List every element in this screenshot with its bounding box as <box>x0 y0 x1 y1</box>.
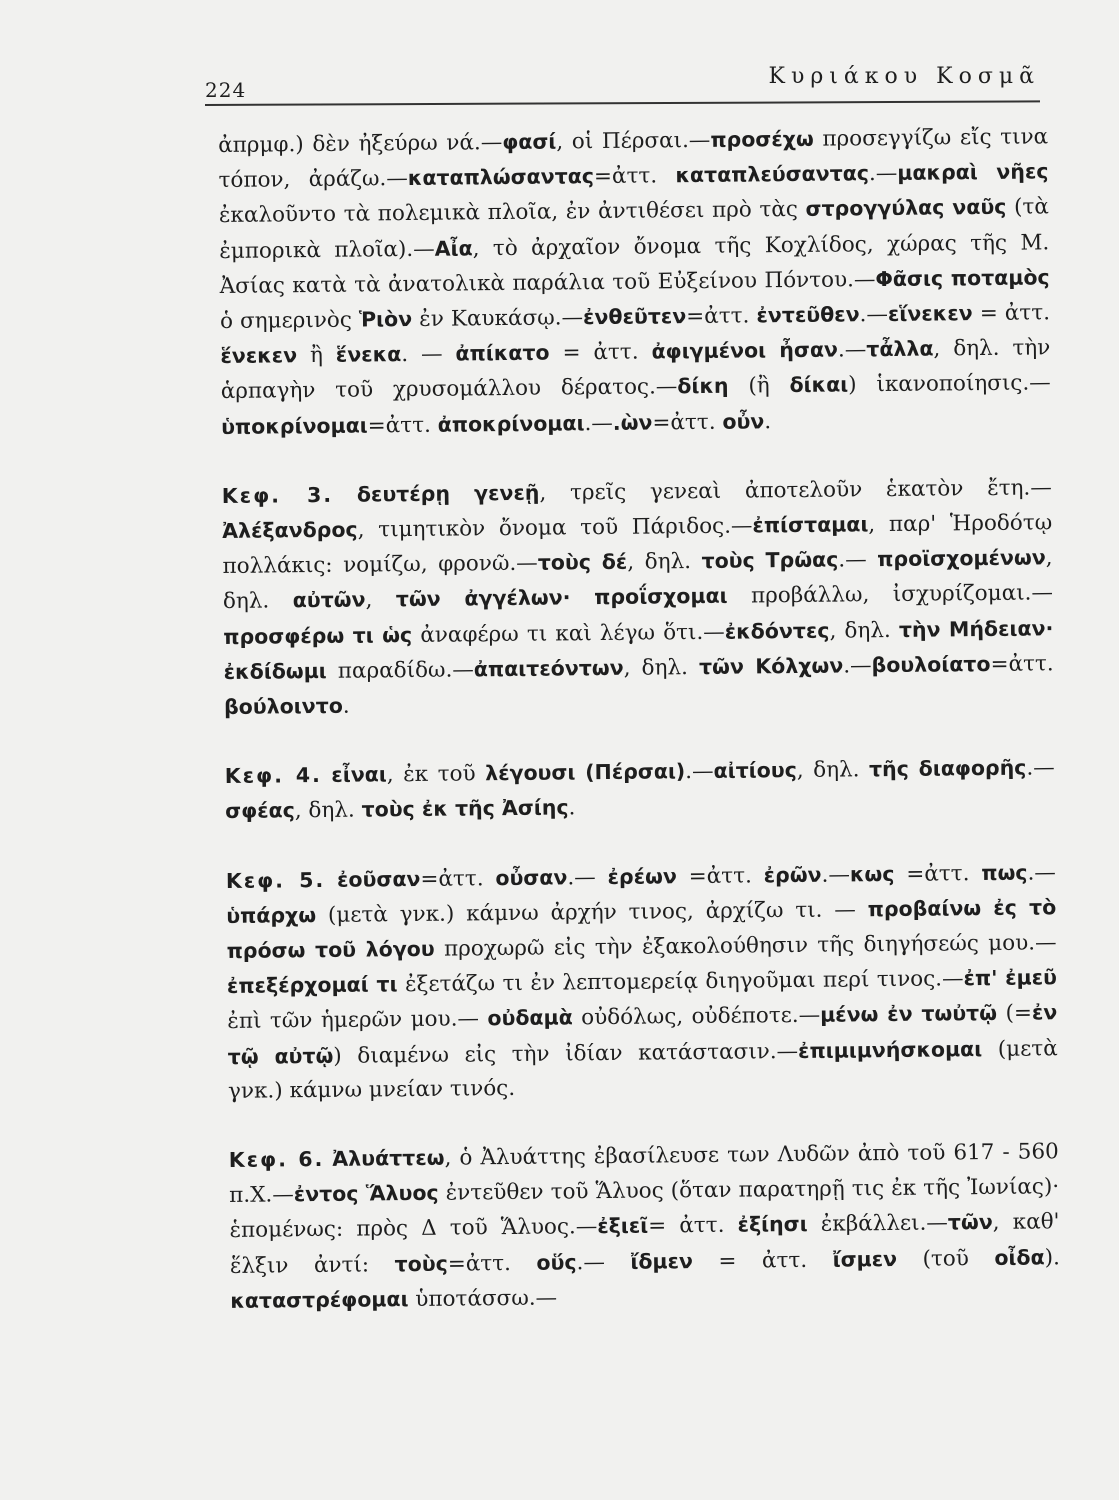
lemma: προϊσχομένων <box>877 545 1046 572</box>
gloss-text: =ἀττ. <box>990 651 1054 677</box>
lemma: τοὺς δέ <box>537 549 628 575</box>
lemma: οἶδα <box>994 1245 1045 1270</box>
lemma: καταστρέφομαι <box>230 1286 409 1313</box>
gloss-text: . — <box>401 341 456 368</box>
lemma: οὐδαμὰ <box>487 1005 573 1031</box>
gloss-text: .— <box>821 862 851 888</box>
lemma: ἀπαιτεόντων <box>473 655 624 682</box>
gloss-text: , τὸ ἀρχαῖον ὄνομα τῆς Κοχλίδος, χώρας τῆς Μ. Ἀσίας κατὰ τὰ ἀνατολικὰ παράλια τοῦ Εὐξείνου Πόντου.— <box>219 229 1050 299</box>
lemma: ἴσμεν <box>832 1246 898 1272</box>
chapter-label: Κεφ. 4. <box>224 763 322 789</box>
gloss-text: ). <box>1044 1244 1061 1271</box>
gloss-text: ) ἱκανοποίησις.— <box>848 370 1051 398</box>
gloss-text: .— <box>859 302 889 328</box>
lemma: φασί <box>502 129 557 155</box>
lemma: τἆλλα <box>866 336 934 362</box>
gloss-text: = ἀττ. <box>549 339 652 366</box>
gloss-text: , ὁ Ἀλυάττης ἐβασίλευσε των Λυδῶν ἀπὸ τοῦ 617 - 560 π.Χ.— <box>229 1139 1059 1209</box>
gloss-text: .— <box>837 337 867 363</box>
lemma: αἰτίους <box>713 758 797 784</box>
gloss-text: (= <box>996 1000 1033 1027</box>
lemma: ὑπάρχω <box>226 902 317 928</box>
lemma: ἐπ' ἐμεῦ <box>963 965 1058 991</box>
gloss-text: ἐκβάλλει.— <box>807 1210 949 1238</box>
lemma: εἵνεκεν <box>887 301 973 327</box>
gloss-text: παραδίδω.— <box>326 657 474 684</box>
gloss-text: =ἀττ. <box>593 163 676 190</box>
page-header <box>205 62 1040 102</box>
lemma: ἐνθεῦτεν <box>582 304 687 330</box>
gloss-text: .— <box>1026 755 1055 781</box>
lemma: τοὺς Τρῶας <box>701 547 839 574</box>
lemma: δευτέρῃ γενεῇ <box>356 480 540 507</box>
body-text <box>218 119 1060 1319</box>
gloss-text: ἐντεῦθεν τοῦ Ἅλυος (ὅταν παρατηρῇ τις ἐκ τῆς Ἰωνίας)· ἑπομένως: πρὸς Δ τοῦ Ἅλυος.— <box>229 1174 1060 1244</box>
lemma: προβαίνω ἐς τὸ πρόσω τοῦ λόγου <box>226 895 1057 964</box>
lemma: λέγουσι (Πέρσαι) <box>485 759 686 786</box>
lemma: οὖν <box>722 408 765 434</box>
lemma: οὕς <box>536 1249 577 1275</box>
gloss-text: , καθ' ἕλξιν ἀντί: <box>229 1209 1060 1279</box>
paragraph-commentary-intro <box>218 119 1051 445</box>
gloss-text: ὁ σημερινὸς <box>219 307 360 335</box>
lemma: σφέας <box>225 798 295 824</box>
lemma: ἐντεῦθεν <box>756 302 860 328</box>
gloss-text: ) διαμένω εἰς τὴν ἰδίαν κατάστασιν.— <box>333 1038 799 1069</box>
gloss-text: .— <box>868 161 898 187</box>
lemma: τοὺς <box>394 1251 448 1276</box>
lemma: προσέχω <box>710 126 814 152</box>
lemma: ἐπίσταμαι <box>752 512 869 538</box>
lemma: ἀπίκατο <box>455 340 550 366</box>
lemma: ἐπιμιμνήσκομαι <box>797 1036 983 1063</box>
lemma: μακραὶ νῆες <box>897 159 1049 186</box>
gloss-text <box>322 763 332 788</box>
chapter-label: Κεφ. 6. <box>228 1147 325 1173</box>
paragraph-chapter-3 <box>222 470 1055 725</box>
lemma: κως <box>849 861 895 887</box>
gloss-text: , οἱ Πέρσαι.— <box>556 127 711 155</box>
lemma: τῶν ἀγγέλων· προΐσχομαι <box>395 584 728 612</box>
lemma: ἐρέων <box>607 863 677 889</box>
lemma: τῶν <box>947 1210 993 1235</box>
lemma: ἕνεκεν <box>220 343 298 369</box>
lemma: τῆς διαφορῆς <box>868 755 1027 782</box>
gloss-text: προβάλλω, ἰσχυρίζομαι.— <box>727 580 1054 610</box>
gloss-text: =ἀττ. <box>652 409 723 436</box>
lemma: Ἀλυάττεω <box>332 1145 445 1171</box>
lemma: ὑποκρίνομαι <box>221 413 368 439</box>
gloss-text <box>324 1147 332 1172</box>
gloss-text: . <box>764 408 772 434</box>
running-head: Κυριάκου Κοσμᾶ <box>768 64 1040 89</box>
lemma: ἐξίησι <box>737 1212 808 1238</box>
lemma: βουλοίατο <box>871 651 991 678</box>
lemma: δίκαι <box>789 372 849 398</box>
gloss-text: , παρ' Ἡροδότῳ πολλάκις: νομίζω, φρονῶ.— <box>222 510 1053 580</box>
lemma: ἐκδόντες <box>724 618 830 644</box>
gloss-text: = ἀττ. <box>692 1247 833 1274</box>
gloss-text: (μετὰ γνκ.) κάμνω ἀρχήν τινος, ἀρχίζω τι. — <box>315 897 868 928</box>
lemma: Αἶα <box>434 235 473 261</box>
gloss-text: , δηλ. <box>294 797 362 824</box>
gloss-text: ἐκαλοῦντο τὰ πολεμικὰ πλοῖα, ἐν ἀντιθέσει πρὸ τὰς <box>218 197 806 229</box>
header-rule <box>205 100 1040 106</box>
gloss-text: , δηλ. τὴν ἁρπαγὴν τοῦ χρυσομάλλου δέρατος.— <box>220 335 1051 405</box>
lemma: Ἀλέξανδρος <box>222 517 358 544</box>
lemma: οὖσαν <box>495 865 568 890</box>
lemma: εἶναι <box>331 762 387 788</box>
gloss-text: =ἀττ. <box>367 412 438 439</box>
lemma: .ὼν <box>612 410 653 435</box>
gloss-text: προσεγγίζω εἴς τινα τόπον, ἀράζω.— <box>218 124 1049 194</box>
lemma: τοὺς ἐκ τῆς Ἀσίης <box>361 795 569 822</box>
paragraph-chapter-4 <box>225 751 1056 830</box>
lemma: καταπλώσαντας <box>407 164 595 191</box>
lemma: τῶν Κόλχων <box>698 653 844 679</box>
gloss-text: , τρεῖς γενεαὶ ἀποτελοῦν ἑκατὸν ἔτη.— <box>539 475 1052 506</box>
gloss-text: (μετὰ γνκ.) κάμνω μνείαν τινός. <box>227 1035 1058 1104</box>
gloss-text: , δηλ. <box>623 654 700 681</box>
gloss-text: = ἀττ. <box>648 1213 738 1240</box>
gloss-text: προχωρῶ εἰς τὴν ἐξακολούθησιν τῆς διηγήσεώς μου.— <box>434 930 1057 962</box>
gloss-text: = ἀττ. <box>972 300 1051 327</box>
gloss-text: , δηλ. <box>796 757 870 784</box>
gloss-text: , τιμητικὸν ὄνομα τοῦ Πάριδος.— <box>357 513 753 543</box>
gloss-text: (τὰ ἐμπορικὰ πλοῖα).— <box>219 194 1050 264</box>
lemma: μένω ἐν τωὐτῷ <box>820 1001 998 1028</box>
lemma: ἐντος Ἅλυος <box>293 1181 439 1207</box>
gloss-text <box>333 482 357 507</box>
gloss-text: =ἀττ. <box>676 862 764 889</box>
lemma: ἐρῶν <box>763 862 822 887</box>
gloss-text: , ἐκ τοῦ <box>386 761 486 788</box>
lemma: προσφέρω τι ὡς <box>223 622 413 649</box>
gloss-text: =ἀττ. <box>686 303 757 330</box>
lemma: ἐοῦσαν <box>336 866 421 892</box>
gloss-text: ἀναφέρω τι καὶ λέγω ὅτι.— <box>412 619 725 648</box>
gloss-text: , δηλ. <box>222 545 1053 615</box>
chapter-label: Κεφ. 5. <box>225 867 326 893</box>
lemma: αὐτῶν <box>292 587 366 613</box>
lemma: τὴν Μήδειαν· ἐκδίδωμι <box>223 615 1054 684</box>
gloss-text: , δηλ. <box>627 549 702 575</box>
gloss-text: . <box>568 795 576 821</box>
lemma: ἀποκρίνομαι <box>437 410 585 437</box>
gloss-text: .— <box>584 410 613 436</box>
lemma: ἐξιεῖ <box>597 1214 649 1239</box>
paragraph-chapter-6 <box>229 1134 1061 1319</box>
gloss-text: ἢ <box>296 342 336 369</box>
gloss-text: ὑποτάσσω.— <box>408 1285 558 1312</box>
lemma: ἐπεξέρχομαί τι <box>226 972 398 999</box>
gloss-text: .— <box>838 547 878 573</box>
gloss-text: =ἀττ. <box>447 1250 537 1277</box>
gloss-text: ἐξετάζω τι ἐν λεπτομερείᾳ διηγοῦμαι περί τινος.— <box>397 966 964 998</box>
lemma: στρογγύλας ναῦς <box>805 195 1007 222</box>
gloss-text: .— <box>567 864 608 891</box>
gloss-text: ἀπρμφ.) δὲν ἠξεύρω νά.— <box>218 130 503 158</box>
gloss-text: .— <box>1027 859 1056 886</box>
gloss-text: , <box>365 587 396 613</box>
page-number: 224 <box>205 78 247 102</box>
lemma: βούλοιντο <box>223 693 343 720</box>
gloss-text: οὐδόλως, οὐδέποτε.— <box>572 1003 821 1031</box>
lemma: ἴδμεν <box>630 1248 694 1274</box>
gloss-text: .— <box>843 653 872 679</box>
gloss-text <box>325 867 337 892</box>
gloss-text: (τοῦ <box>896 1245 995 1272</box>
lemma: δίκη <box>677 374 729 399</box>
gloss-text: =ἀττ. <box>894 860 982 887</box>
gloss-text: =ἀττ. <box>420 865 496 892</box>
gloss-text: (ἢ <box>728 373 790 400</box>
gloss-text: ἐπὶ τῶν ἡμερῶν μου.— <box>227 1006 488 1035</box>
gloss-text: ἐν Καυκάσῳ.— <box>412 305 584 332</box>
lemma: ἕνεκα <box>335 342 402 367</box>
lemma: ἐν τῷ αὐτῷ <box>227 1000 1058 1069</box>
chapter-label: Κεφ. 3. <box>221 482 334 508</box>
lemma: πως <box>981 860 1028 885</box>
gloss-text: .— <box>576 1249 631 1275</box>
paragraph-chapter-5 <box>226 855 1059 1109</box>
lemma: Φᾶσις ποταμὸς <box>875 265 1050 291</box>
gloss-text: .— <box>685 759 714 785</box>
lemma: Ῥιὸν <box>358 306 413 332</box>
lemma: ἀφιγμένοι ἦσαν <box>651 337 839 364</box>
lemma: καταπλεύσαντας <box>675 161 870 188</box>
gloss-text: , δηλ. <box>829 617 900 644</box>
gloss-text: . <box>342 693 350 719</box>
